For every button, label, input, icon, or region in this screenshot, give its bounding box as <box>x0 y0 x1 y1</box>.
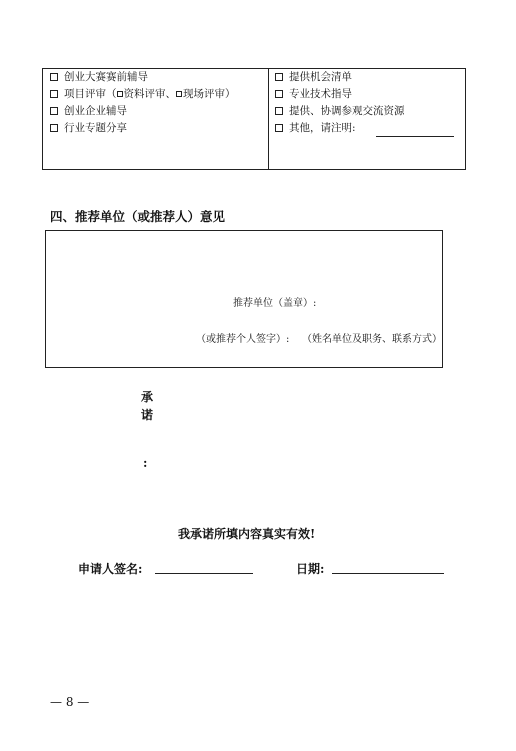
left-options-list <box>50 69 236 137</box>
option-project-review: 项目评审（ 资料评审、 现场评审） <box>50 86 236 103</box>
section-heading: 四、推荐单位（或推荐人）意见 <box>50 209 226 224</box>
page-number: — 8 — <box>50 695 90 709</box>
checkbox-onsite-review[interactable] <box>176 91 182 97</box>
option-contest-coaching: 创业大赛赛前辅导 <box>50 69 236 86</box>
checkbox-startup-coaching[interactable] <box>50 107 58 115</box>
table-divider <box>268 68 269 170</box>
checkbox-document-review[interactable] <box>117 91 123 97</box>
seal-label: 推荐单位（盖章）: <box>233 298 317 309</box>
checkbox-contest-coaching[interactable] <box>50 73 58 81</box>
option-startup-coaching: 创业企业辅导 <box>50 103 236 120</box>
option-visit-resources: 提供、协调参观交流资源 <box>275 103 454 120</box>
pledge-char-2: 诺 <box>141 408 154 422</box>
recommender-contact-hint: （姓名单位及职务、联系方式） <box>302 334 442 345</box>
checkbox-industry-sharing[interactable] <box>50 124 58 132</box>
date-label: 日期: <box>296 562 325 576</box>
signature-label: 申请人签名: <box>78 562 143 576</box>
right-options-list <box>275 69 454 137</box>
option-other: 其他，请注明: <box>275 120 454 137</box>
checkbox-visit-resources[interactable] <box>275 107 283 115</box>
pledge-statement: 我承诺所填内容真实有效! <box>178 527 316 541</box>
pledge-colon: : <box>143 456 148 470</box>
checkbox-project-review[interactable] <box>50 90 58 98</box>
date-field[interactable] <box>332 559 444 574</box>
option-industry-sharing: 行业专题分享 <box>50 120 236 137</box>
option-technical-guidance: 专业技术指导 <box>275 86 454 103</box>
checkbox-other[interactable] <box>275 124 283 132</box>
recommender-signature-label: （或推荐个人签字）: <box>196 334 290 345</box>
signature-field[interactable] <box>155 559 253 574</box>
checkbox-opportunity-list[interactable] <box>275 73 283 81</box>
option-opportunity-list: 提供机会清单 <box>275 69 454 86</box>
other-specify-field[interactable] <box>376 124 454 137</box>
pledge-char-1: 承 <box>141 390 154 404</box>
checkbox-technical-guidance[interactable] <box>275 90 283 98</box>
